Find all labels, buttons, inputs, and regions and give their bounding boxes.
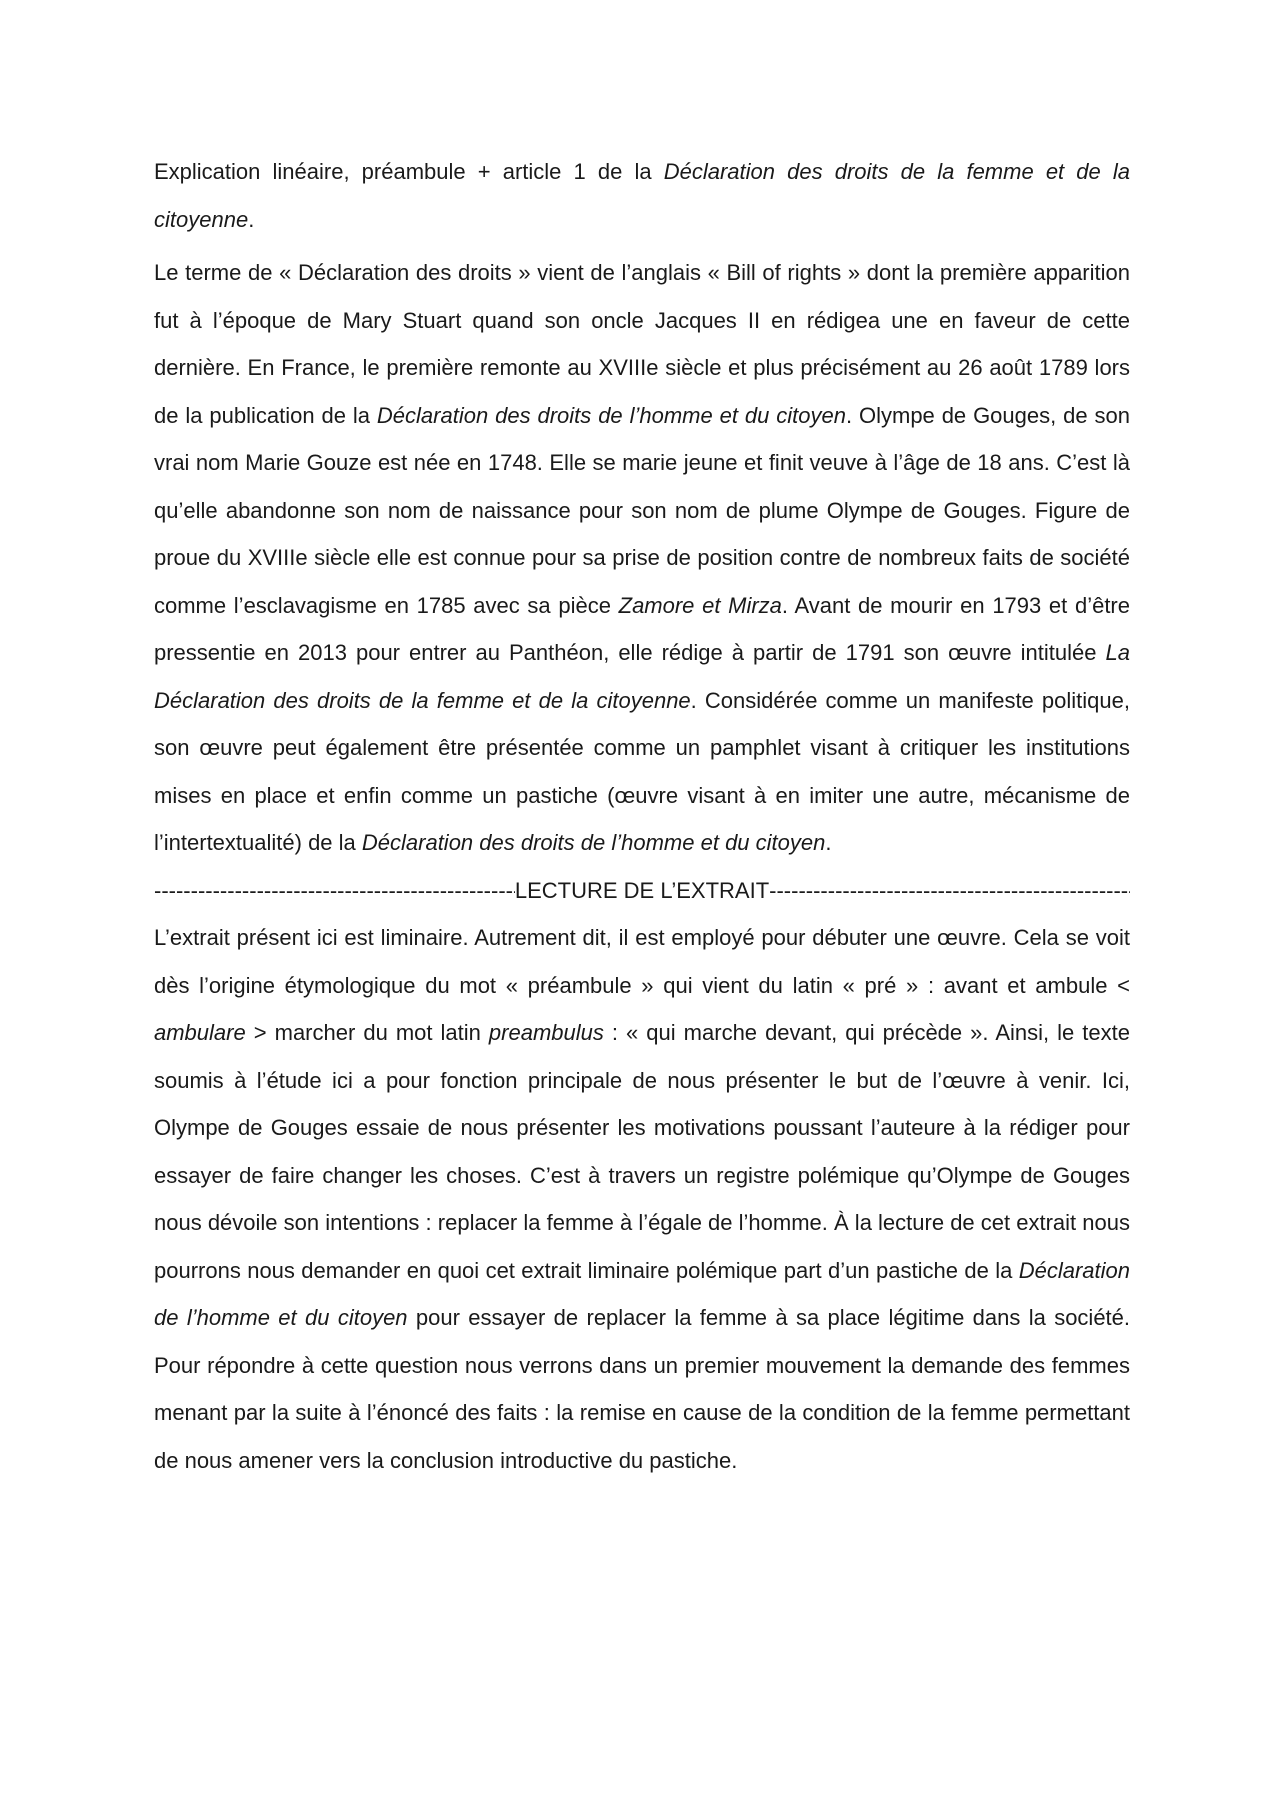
intro-paragraph (154, 249, 1130, 867)
separator-dashes-right (769, 867, 1130, 915)
analysis-preambulus: preambulus (488, 1020, 604, 1045)
document-title (154, 148, 1130, 243)
title-work: Déclaration des droits de la femme et de la citoyenne (154, 159, 1130, 232)
intro-text-3: . Avant de mourir en 1793 et d’être pressentie en 2013 pour entrer au Panthéon, elle rédige à partir de 1791 son œuvre intitulée (154, 592, 1130, 665)
separator-label: LECTURE DE L’EXTRAIT (514, 877, 770, 903)
intro-ddhc-title-2: Déclaration des droits de l’homme et du citoyen (361, 830, 826, 855)
analysis-ambulare: ambulare (154, 1020, 246, 1045)
title-lead: Explication linéaire, préambule + article 1 de la (154, 159, 664, 184)
intro-text-2: . Olympe de Gouges, de son vrai nom Marie Gouze est née en 1748. Elle se marie jeune et finit veuve à l’âge de 18 ans. C’est là qu’elle abandonne son nom de naissance pour son nom de plume Olympe de Gouges. Figure de proue du XVIIIe siècle elle est connue pour sa prise de position contre de nombreux faits de société comme l’esclavagisme en 1785 avec sa pièce (154, 402, 1130, 618)
separator-dashes-left (154, 867, 515, 915)
analysis-text-1: L’extrait présent ici est liminaire. Autrement dit, il est employé pour débuter une œuvre. Cela se voit dès l’origine étymologique du mot « préambule » qui vient du latin « pré » : avant et ambule < (154, 925, 1130, 998)
analysis-text-2: > marcher du mot latin (245, 1020, 489, 1045)
intro-text-4: . Considérée comme un manifeste politique, son œuvre peut également être présentée comme un pamphlet visant à critiquer les institutions mises en place et enfin comme un pastiche (œuvre visant à en imiter une autre, mécanisme de l’intertextualité) de la (154, 687, 1130, 855)
document-body (154, 148, 1130, 1484)
analysis-paragraph (154, 914, 1130, 1484)
section-separator (154, 867, 1130, 915)
intro-zamore-title: Zamore et Mirza (618, 592, 782, 618)
analysis-ddhc-title: Déclaration de l’homme et du citoyen (154, 1257, 1130, 1330)
intro-ddfc-title: La Déclaration des droits de la femme et de la citoyenne (154, 640, 1130, 713)
analysis-text-3: : « qui marche devant, qui précède ». Ainsi, le texte soumis à l’étude ici a pour fonction principale de nous présenter le but de l’œuvre à venir. Ici, Olympe de Gouges essaie de nous présenter les motivations poussant l’auteure à la rédiger pour essayer de faire changer les choses. C’est à travers un registre polémique qu’Olympe de Gouges nous dévoile son intentions : replacer la femme à l’égale de l’homme. À la lecture de cet extrait nous pourrons nous demander en quoi cet extrait liminaire polémique part d’un pastiche de la (154, 1020, 1131, 1283)
intro-text-1: Le terme de « Déclaration des droits » vient de l’anglais « Bill of rights » dont la première apparition fut à l’époque de Mary Stuart quand son oncle Jacques II en rédigea une en faveur de cette dernière. En France, le première remonte au XVIIIe siècle et plus précisément au 26 août 1789 lors de la publication de la (154, 260, 1130, 428)
analysis-text-4: pour essayer de replacer la femme à sa place légitime dans la société. Pour répondre à cette question nous verrons dans un premier mouvement la demande des femmes menant par la suite à l’énoncé des faits : la remise en cause de la condition de la femme permettant de nous amener vers la conclusion introductive du pastiche. (154, 1305, 1131, 1473)
intro-text-5: . (825, 830, 832, 855)
title-end: . (248, 206, 255, 232)
intro-ddhc-title: Déclaration des droits de l’homme et du citoyen (376, 402, 846, 428)
